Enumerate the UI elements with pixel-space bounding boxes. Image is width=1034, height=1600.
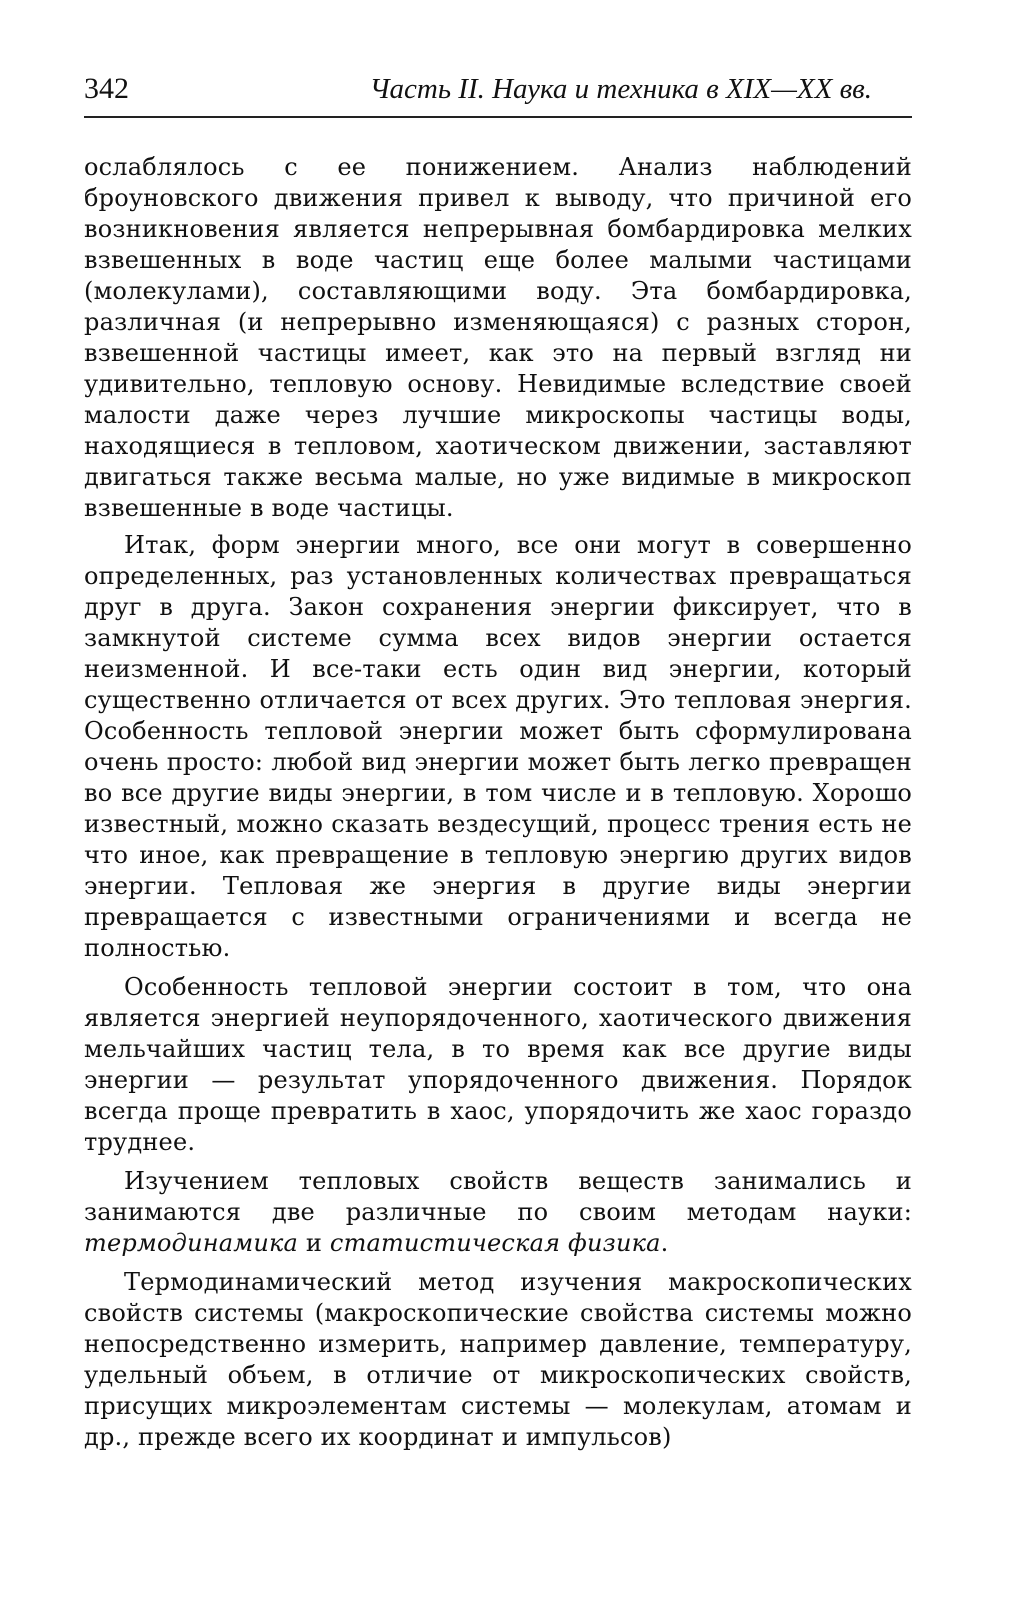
page-body (84, 152, 912, 1453)
paragraph-4 (84, 1166, 912, 1259)
book-page (84, 72, 912, 1459)
page-header (84, 72, 912, 118)
running-head: Часть II. Наука и техника в XIX—XX вв. (369, 73, 872, 105)
paragraph-2: Итак, форм энергии много, все они могут в совершенно определенных, раз установленных количествах превращаться друг в друга. Закон сохранения энергии фиксирует, что в замкнутой системе сумма всех видов энергии остается неизменной. И все-таки есть один вид энергии, который существенно отличается от всех других. Это тепловая энергия. Особенность тепловой энергии может быть сформулирована очень просто: любой вид энергии может быть легко превращен во все другие виды энергии, в том числе и в тепловую. Хорошо известный, можно сказать вездесущий, процесс трения есть не что иное, как превращение в тепловую энергию других видов энергии. Тепловая же энергия в другие виды энергии превращается с известными ограничениями и всегда не полностью. (84, 531, 912, 962)
page-number: 342 (84, 72, 129, 105)
term-statistical-physics: статистическая физика (329, 1229, 661, 1257)
paragraph-1: ослаблялось с ее понижением. Анализ наблюдений броуновского движения привел к выводу, что причиной его возникновения является непрерывная бомбардировка мелких взвешенных в воде частиц еще более малыми частицами (молекулами), составляющими воду. Эта бомбардировка, различная (и непрерывно изменяющаяся) с разных сторон, взвешенной частицы имеет, как это на первый взгляд ни удивительно, тепловую основу. Невидимые вследствие своей малости даже через лучшие микроскопы частицы воды, находящиеся в тепловом, хаотическом движении, заставляют двигаться также весьма малые, но уже видимые в микроскоп взвешенные в воде частицы. (84, 153, 912, 522)
term-thermodynamics: термодинамика (84, 1229, 299, 1257)
paragraph-4-text: Изучением тепловых свойств веществ занимались и занимаются две различные по своим методам науки: (84, 1167, 912, 1226)
paragraph-3: Особенность тепловой энергии состоит в том, что она является энергией неупорядоченного, хаотического движения мельчайших частиц тела, в то время как все другие виды энергии — результат упорядоченного движения. Порядок всегда проще превратить в хаос, упорядочить же хаос гораздо труднее. (84, 973, 912, 1156)
paragraph-5: Термодинамический метод изучения макроскопических свойств системы (макроскопические свойства системы можно непосредственно измерить, например давление, температуру, удельный объем, в отличие от микроскопических свойств, присущих микроэлементам системы — молекулам, атомам и др., прежде всего их координат и импульсов) (84, 1268, 912, 1451)
conjunction: и (298, 1229, 330, 1257)
period: . (660, 1229, 669, 1257)
